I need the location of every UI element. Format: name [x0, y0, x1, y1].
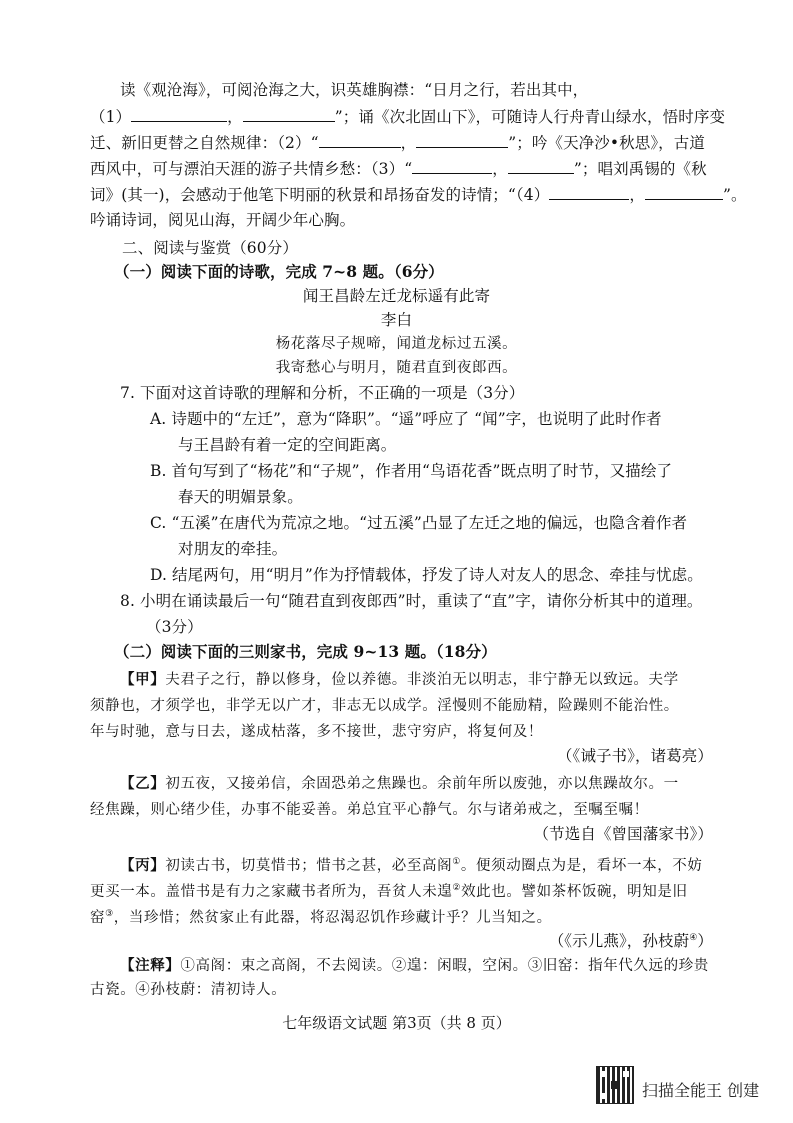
poem-title: 闻王昌龄左迁龙标遥有此寄 — [302, 287, 491, 305]
intro-text: ”；诵《次北固山下》，可随诗人行舟青山绿水，悟时序变 — [334, 108, 726, 126]
letter-bing-line-3 — [90, 904, 552, 928]
letter-label-jia: 【甲】 — [120, 671, 166, 688]
intro-text: ， — [629, 186, 645, 204]
fill-blank[interactable] — [412, 158, 492, 174]
footnote-mark: ③ — [105, 909, 114, 919]
intro-text: 西风中，可与漂泊天涯的游子共情乡愁：（3）“ — [90, 160, 413, 178]
qr-code-icon — [596, 1066, 634, 1104]
option-a-cont: 与王昌龄有着一定的空间距离。 — [178, 436, 397, 454]
letter-jia-line-3: 年与时驰，意与日去，遂成枯落，多不接世，悲守穷庐，将复何及！ — [90, 724, 543, 740]
intro-text: 迁、新旧更替之自然规律：（2）“ — [90, 134, 319, 152]
fill-blank[interactable] — [131, 106, 227, 122]
letter-text: 。便须动圈点为是，看坏一本，不妨 — [460, 857, 703, 874]
intro-line-5 — [90, 184, 747, 205]
poem-line-2: 我寄愁心与明月，随君直到夜郎西。 — [275, 360, 518, 376]
letter-text: 初五夜，又接弟信，余固恐弟之焦躁也。余前年所以废弛，亦以焦躁故尔。一 — [165, 776, 679, 792]
intro-text: ， — [400, 134, 417, 152]
option-c[interactable]: C. “五溪”在唐代为荒凉之地。“过五溪”凸显了左迁之地的偏远，也隐含着作者 — [150, 514, 688, 532]
source-text: （《示儿燕》，孙枝蔚 — [548, 932, 690, 951]
notes-line-1 — [120, 956, 709, 976]
question-8-score: （3分） — [146, 618, 203, 636]
option-c-cont: 对朋友的牵挂。 — [178, 540, 288, 558]
option-a[interactable]: A. 诗题中的“左迁”，意为“降职”。“遥”呼应了 “闻”字，也说明了此时作者 — [150, 410, 662, 428]
scanner-watermark: 扫描全能王 创建 — [642, 1081, 760, 1100]
letter-label-bing: 【丙】 — [120, 856, 166, 874]
question-8: 8. 小明在诵读最后一句“随君直到夜郎西”时，重读了“直”字，请你分析其中的道理。 — [120, 592, 703, 610]
fill-blank[interactable] — [416, 132, 508, 148]
letter-text: 更买一本。盖惜书是有力之家藏书者所为，吾贫人未遑 — [90, 883, 453, 900]
page-footer: 七年级语文试题 第3页（共 8 页） — [282, 1014, 511, 1032]
letter-jia-line-2: 须静也，才须学也，非学无以广才，非志无以成学。淫慢则不能励精，险躁则不能治性。 — [90, 698, 679, 714]
intro-text: （1） — [90, 108, 132, 126]
intro-text: ， — [492, 160, 508, 178]
letter-bing-source — [549, 928, 713, 951]
letter-text: 夫君子之行，静以修身，俭以养德。非淡泊无以明志，非宁静无以致远。夫学 — [165, 672, 679, 688]
notes-text: ①高阁：束之高阁，不去阅读。②遑：闲暇，空闲。③旧窑：指年代久远的珍贵 — [180, 958, 709, 974]
letter-yi-line-2: 经焦躁，则心绪少佳，办事不能妥善。弟总宜平心静气。尔与诸弟戒之，至嘱至嘱！ — [90, 802, 649, 818]
fill-blank[interactable] — [243, 106, 335, 122]
letter-jia-line-1 — [120, 670, 679, 690]
option-b[interactable]: B. 首句写到了“杨花”和“子规”，作者用“鸟语花香”既点明了时节，又描绘了 — [150, 462, 673, 480]
intro-text: ， — [227, 108, 243, 126]
footnote-mark: ④ — [689, 933, 698, 943]
fill-blank[interactable] — [508, 158, 574, 174]
intro-line-6: 吟诵诗词，阅见山海，开阔少年心胸。 — [90, 211, 356, 229]
intro-text: 词》(其一)，会感动于他笔下明丽的秋景和昂扬奋发的诗情；“（4） — [90, 186, 550, 204]
section-heading: 二、阅读与鉴赏（60分） — [122, 239, 298, 257]
letter-bing-line-2 — [90, 878, 688, 902]
fill-blank[interactable] — [645, 184, 723, 200]
letter-bing-line-1 — [120, 852, 703, 876]
intro-text: ”。 — [722, 186, 747, 204]
source-text: ） — [697, 932, 713, 951]
letter-jia-source: （《诫子书》，诸葛亮） — [556, 747, 713, 765]
letter-label-yi: 【乙】 — [120, 775, 166, 792]
intro-text: ”；吟《天净沙•秋思》，古道 — [508, 134, 705, 152]
letter-yi-source: （节选自《曾国藩家书》） — [533, 825, 713, 843]
letter-text: 初读古书，切莫惜书；惜书之甚，必至高阁 — [165, 857, 453, 874]
intro-line-3 — [90, 132, 705, 153]
option-d[interactable]: D. 结尾两句，用“明月”作为抒情载体，抒发了诗人对友人的思念、牵挂与忧虑。 — [150, 566, 703, 584]
letter-text: 窑 — [90, 909, 106, 926]
question-7: 7. 下面对这首诗歌的理解和分析，不正确的一项是（3分） — [120, 384, 525, 402]
poem-author: 李白 — [380, 311, 413, 329]
fill-blank[interactable] — [319, 132, 401, 148]
notes-line-2: 古瓷。④孙枝蔚：清初诗人。 — [90, 982, 287, 998]
letter-text: 效此也。譬如茶杯饭碗，明知是旧 — [461, 883, 688, 900]
intro-line-1: 读《观沧海》，可阅沧海之大，识英雄胸襟：“日月之行，若出其中， — [120, 81, 589, 99]
footnote-mark: ① — [452, 857, 461, 867]
intro-line-4 — [90, 158, 707, 179]
intro-text: ”；唱刘禹锡的《秋 — [573, 160, 707, 178]
intro-line-2 — [90, 106, 725, 127]
part1-heading: （一）阅读下面的诗歌，完成 7~8 题。（6分） — [114, 262, 444, 281]
letter-text: ，当珍惜；然贫家止有此器，将忍渴忍饥作珍藏计乎？儿当知之。 — [113, 909, 552, 926]
part2-heading: （二）阅读下面的三则家书，完成 9~13 题。（18分） — [114, 642, 497, 661]
footnote-mark: ② — [452, 883, 462, 893]
letter-yi-line-1 — [120, 774, 679, 794]
poem-line-1: 杨花落尽子规啼，闻道龙标过五溪。 — [275, 336, 518, 352]
fill-blank[interactable] — [549, 184, 629, 200]
option-b-cont: 春天的明媚景象。 — [178, 488, 303, 506]
notes-label: 【注释】 — [120, 957, 181, 974]
